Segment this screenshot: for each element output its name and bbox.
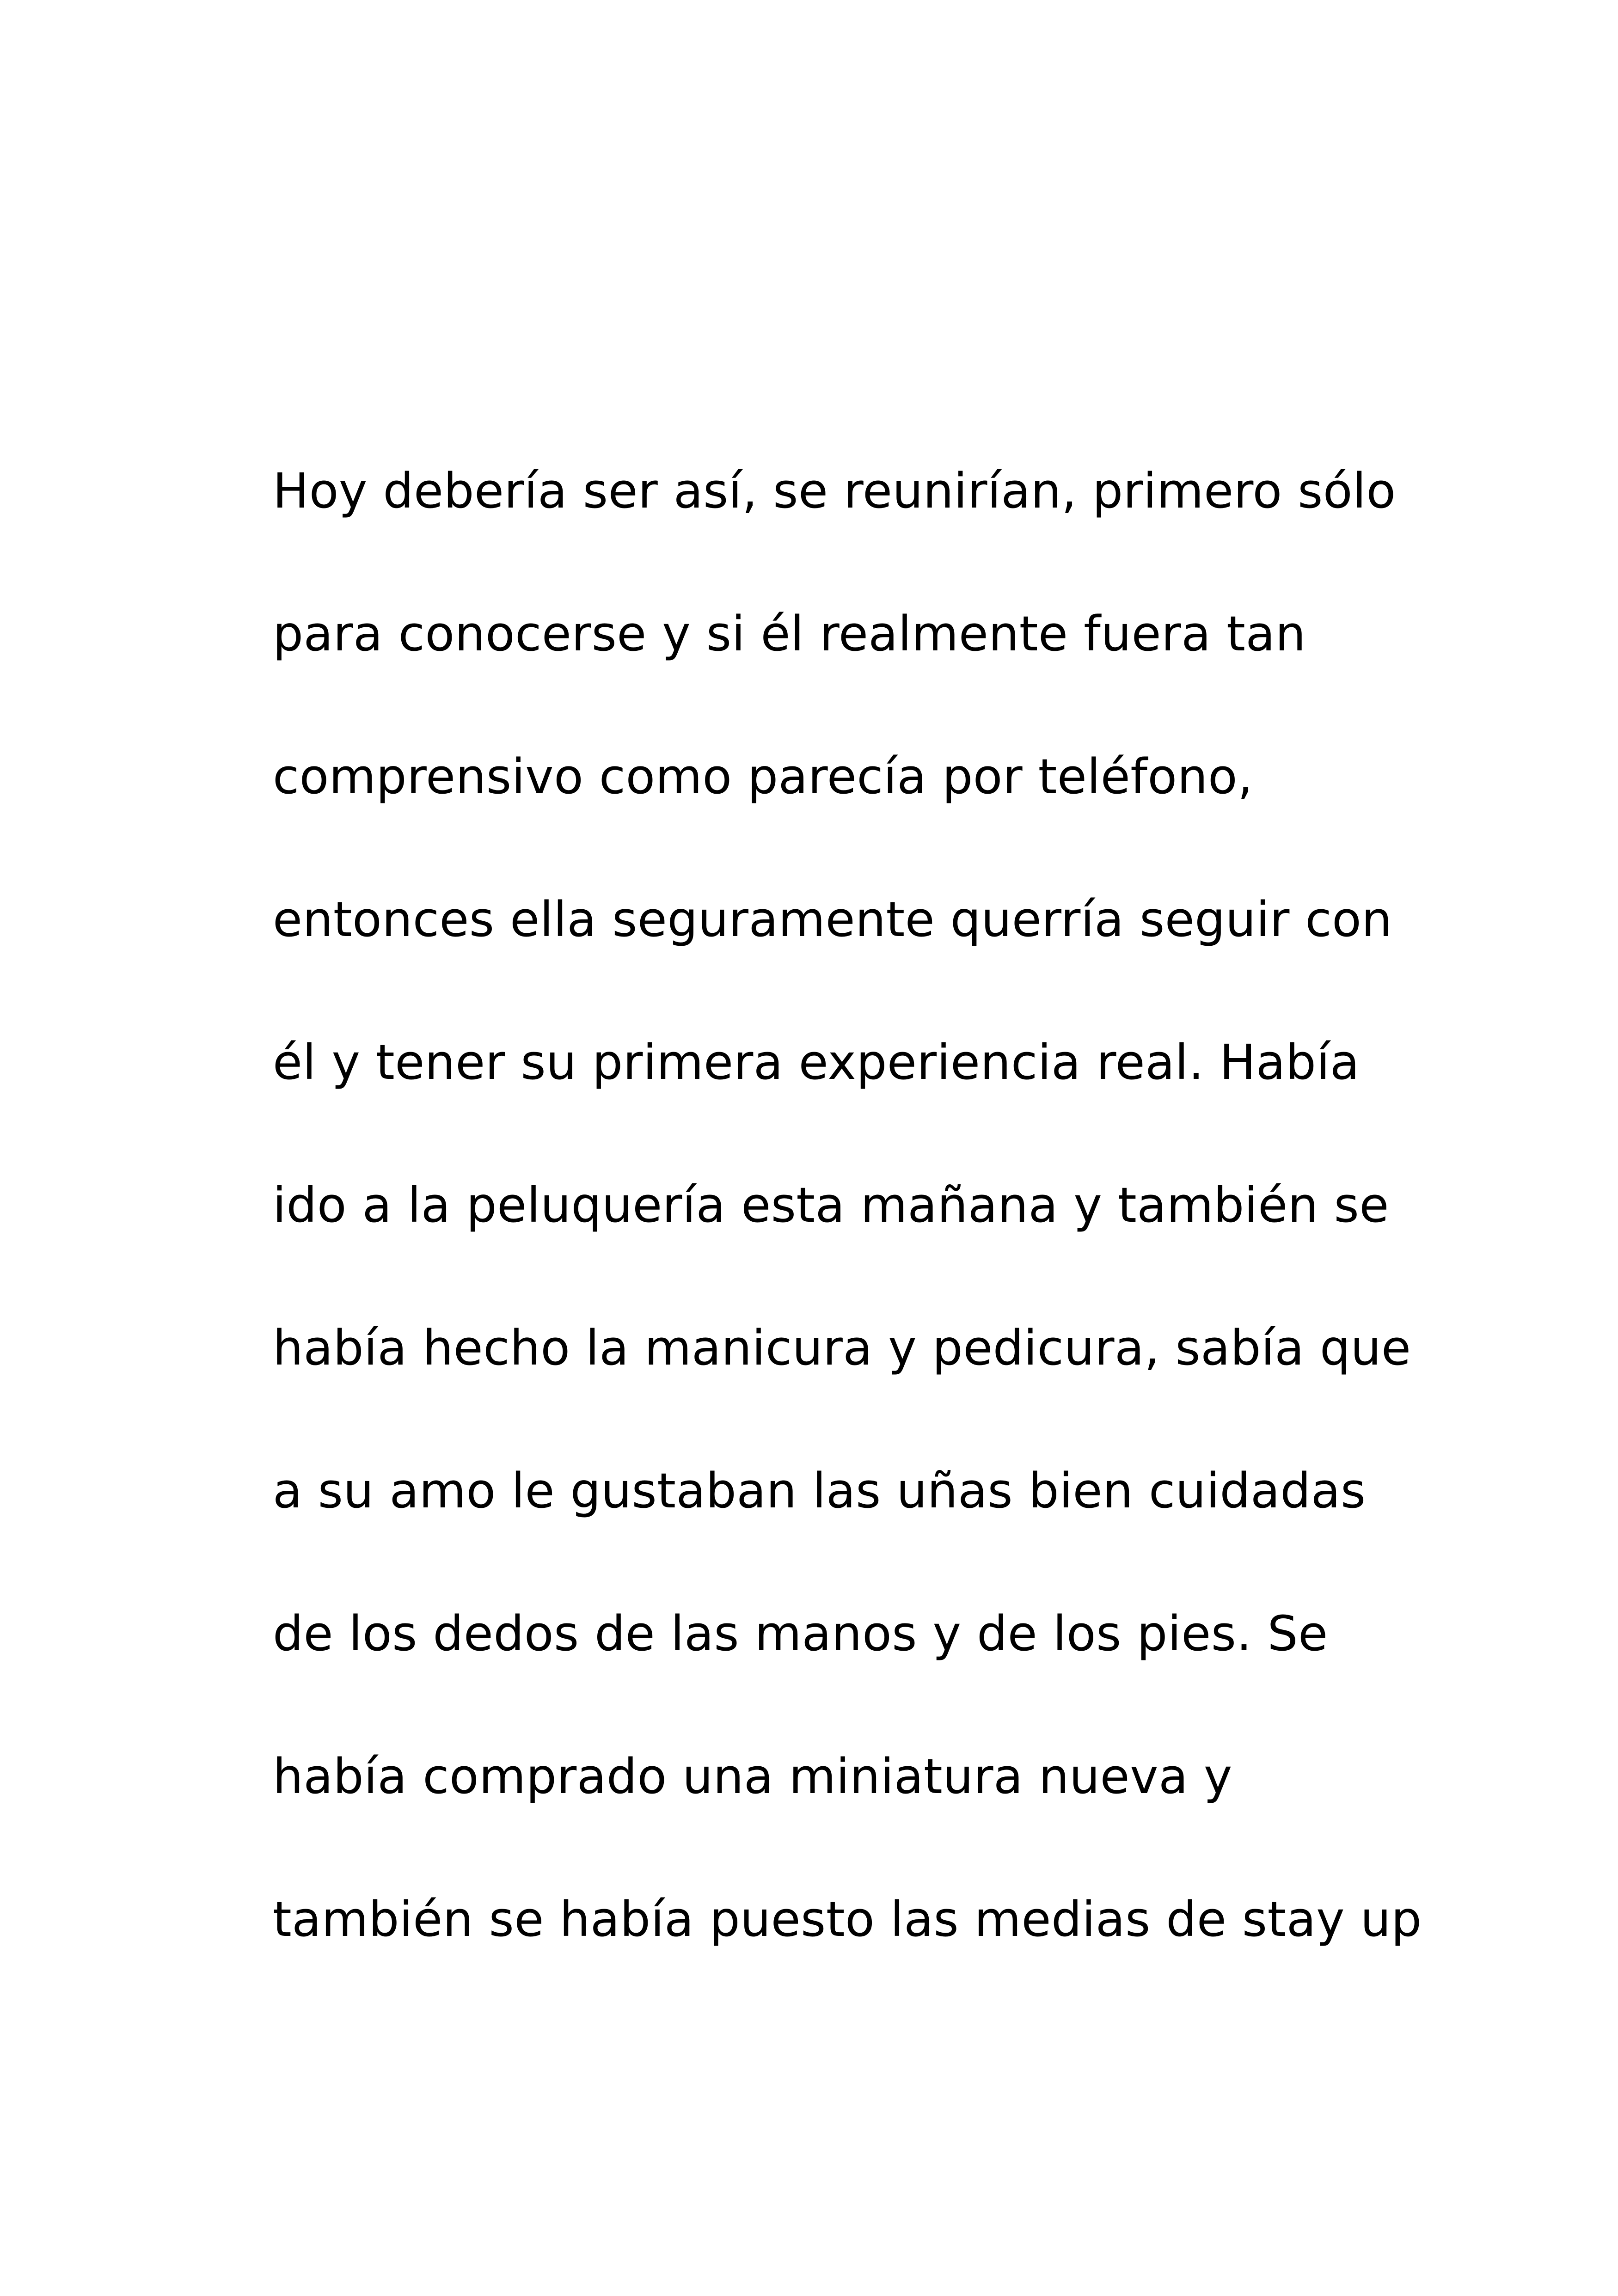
text-line-2: para conocerse y si él realmente fuera tan — [273, 606, 1306, 662]
text-line-6: ido a la peluquería esta mañana y también se — [273, 1177, 1389, 1233]
text-line-5: él y tener su primera experiencia real. Había — [273, 1034, 1360, 1090]
text-line-1: Hoy debería ser así, se reunirían, primero sólo — [273, 463, 1396, 519]
text-line-10: había comprado una miniatura nueva y — [273, 1748, 1232, 1805]
text-line-8: a su amo le gustaban las uñas bien cuidadas — [273, 1463, 1366, 1519]
text-line-11: también se había puesto las medias de stay up — [273, 1891, 1422, 1947]
text-line-4: entonces ella seguramente querría seguir con — [273, 891, 1392, 948]
text-line-9: de los dedos de las manos y de los pies. Se — [273, 1605, 1328, 1662]
body-text — [273, 449, 1422, 2020]
text-line-7: había hecho la manicura y pedicura, sabía que — [273, 1320, 1411, 1376]
text-line-3: comprensivo como parecía por teléfono, — [273, 748, 1253, 805]
